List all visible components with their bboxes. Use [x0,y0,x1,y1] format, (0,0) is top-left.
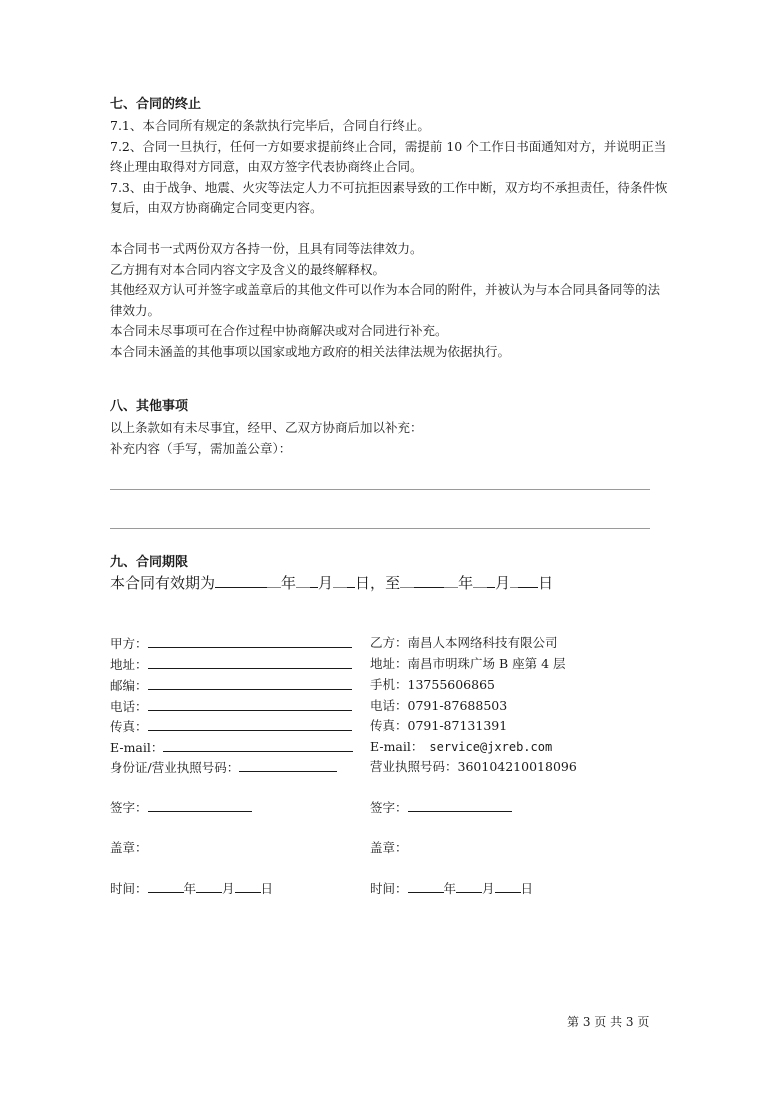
end-month-label: 月 [495,574,511,592]
party-a-field[interactable] [148,633,352,648]
party-a-address-field[interactable] [148,654,352,669]
party-a-sign-row [110,797,252,818]
start-day-blank-tail[interactable] [347,570,355,588]
party-b-seal-label: 盖章： [370,840,408,855]
party-b-address-row [370,654,566,674]
section7-heading: 七、合同的终止 [110,97,202,112]
validity-period [110,570,553,595]
party-a-fax-row [110,716,352,737]
party-b-label: 乙方： [370,635,408,650]
party-a-fax-label: 传真： [110,719,148,734]
end-year-label: 年 [458,574,474,592]
party-a-time-row [110,878,273,899]
party-a-fax-field[interactable] [148,716,352,731]
end-month-blank[interactable] [473,570,487,588]
clause-7-3: 7.3、由于战争、地震、火灾等法定人力不可抗拒因素导致的工作中断，双方均不承担责任，待条件恢复后，由双方协商确定合同变更内容。 [110,179,668,215]
general-item: 本合同未尽事项可在合作过程中协商解决或对合同进行补充。 [110,323,448,338]
party-a-year-label: 年 [183,881,197,896]
party-a-day-label: 日 [260,881,274,896]
party-b-mobile-label: 手机： [370,677,408,692]
party-a-day-field[interactable] [235,878,261,893]
party-a-email-row [110,737,353,758]
party-a-label: 甲方： [110,636,148,651]
party-a-phone-field[interactable] [148,696,352,711]
handwrite-line-2[interactable] [110,528,650,529]
general-item: 其他经双方认可并签字或盖章后的其他文件可以作为本合同的附件，并被认为与本合同具备同等的法律效力。 [110,282,661,318]
party-b-fax-label: 传真： [370,718,408,733]
party-b-value: 南昌人本网络科技有限公司 [407,635,558,650]
party-a-seal-label: 盖章： [110,840,148,855]
party-a-address-row [110,654,352,675]
party-a-seal-row [110,838,148,858]
party-a-phone-label: 电话： [110,699,148,714]
party-b-email-label: E-mail： [370,739,424,754]
party-b-license-row [370,757,577,777]
party-a-id-field[interactable] [239,757,337,772]
to-label: 至 [385,574,401,592]
section8-line1: 以上条款如有未尽事宜，经甲、乙双方协商后加以补充： [110,420,423,435]
start-year-label: 年 [281,574,297,592]
party-b-day-label: 日 [520,881,534,896]
party-a-sign-label: 签字： [110,800,148,815]
general-item: 乙方拥有对本合同内容文字及含义的最终解释权。 [110,261,386,277]
section7-body [110,116,670,219]
start-month-blank[interactable] [296,570,310,588]
party-a-postcode-field[interactable] [148,675,352,690]
party-b-sign-row [370,797,512,818]
party-a-sign-field[interactable] [148,797,252,812]
end-day-blank[interactable] [518,570,538,588]
party-a-month-label: 月 [222,881,235,896]
clause-7-1: 7.1、本合同所有规定的条款执行完毕后，合同自行终止。 [110,118,430,133]
party-b-sign-label: 签字： [370,800,408,815]
section9-heading: 九、合同期限 [110,555,189,570]
party-a-year-field[interactable] [148,878,184,893]
party-b-time-row [370,878,533,899]
party-b-phone-row [370,696,507,716]
party-b-phone-value: 0791-87688503 [407,698,508,713]
party-b-fax-value: 0791-87131391 [407,718,508,733]
party-b-mobile-value: 13755606865 [407,677,495,692]
page-number: 第 3 页 共 3 页 [567,1015,650,1029]
section8-body [110,418,670,459]
section8-line2: 补充内容（手写，需加盖公章）： [110,440,292,456]
party-b-month-field[interactable] [456,878,482,893]
party-a-time-label: 时间： [110,881,148,896]
party-b-year-field[interactable] [408,878,444,893]
party-a-email-field[interactable] [163,737,353,752]
party-b-time-label: 时间： [370,881,408,896]
party-b-year-label: 年 [443,881,457,896]
party-b-email-value: service@jxreb.com [429,740,553,754]
end-month-blank-tail[interactable] [487,570,495,588]
validity-prefix: 本合同有效期为 [110,574,216,592]
start-month-blank-tail[interactable] [310,570,318,588]
clause-7-2: 7.2、合同一旦执行，任何一方如要求提前终止合同，需提前 10 个工作日书面通知对方，并说明正当终止理由取得对方同意，由双方签字代表协商终止合同。 [110,138,667,174]
start-year-blank-tail[interactable] [267,570,281,588]
party-a-id-row [110,757,337,778]
start-year-blank[interactable] [215,570,267,588]
party-b-license-label: 营业执照号码： [370,759,458,774]
party-b-phone-label: 电话： [370,698,408,713]
party-a-row [110,633,352,654]
party-b-seal-row [370,838,408,858]
general-item: 本合同未涵盖的其他事项以国家或地方政府的相关法律法规为依据执行。 [110,343,511,359]
party-b-email-row [370,737,552,757]
start-day-blank[interactable] [333,570,347,588]
end-year-blank[interactable] [414,570,444,588]
start-day-label: 日， [355,574,386,592]
party-b-address-value: 南昌市明珠广场 B 座第 4 层 [407,656,566,671]
end-year-blank-lead[interactable] [400,570,414,588]
end-day-blank-lead[interactable] [510,570,518,588]
party-b-row [370,633,558,653]
party-a-postcode-label: 邮编： [110,678,148,693]
party-a-month-field[interactable] [196,878,222,893]
party-b-license-value: 360104210018096 [457,759,577,774]
party-a-id-label: 身份证/营业执照号码： [110,760,240,775]
start-month-label: 月 [318,574,334,592]
party-b-address-label: 地址： [370,656,408,671]
party-a-email-label: E-mail： [110,740,164,755]
end-day-label: 日 [538,574,554,592]
general-item: 本合同书一式两份双方各持一份，且具有同等法律效力。 [110,241,423,256]
general-provisions [110,239,670,362]
party-b-sign-field[interactable] [408,797,512,812]
party-a-address-label: 地址： [110,657,148,672]
party-b-mobile-row [370,675,495,695]
party-b-month-label: 月 [482,881,495,896]
section8-heading: 八、其他事项 [110,399,189,414]
party-b-fax-row [370,716,507,736]
end-year-blank-tail[interactable] [444,570,458,588]
party-b-day-field[interactable] [495,878,521,893]
party-a-phone-row [110,696,352,717]
handwrite-line-1[interactable] [110,489,650,490]
party-a-postcode-row [110,675,352,696]
